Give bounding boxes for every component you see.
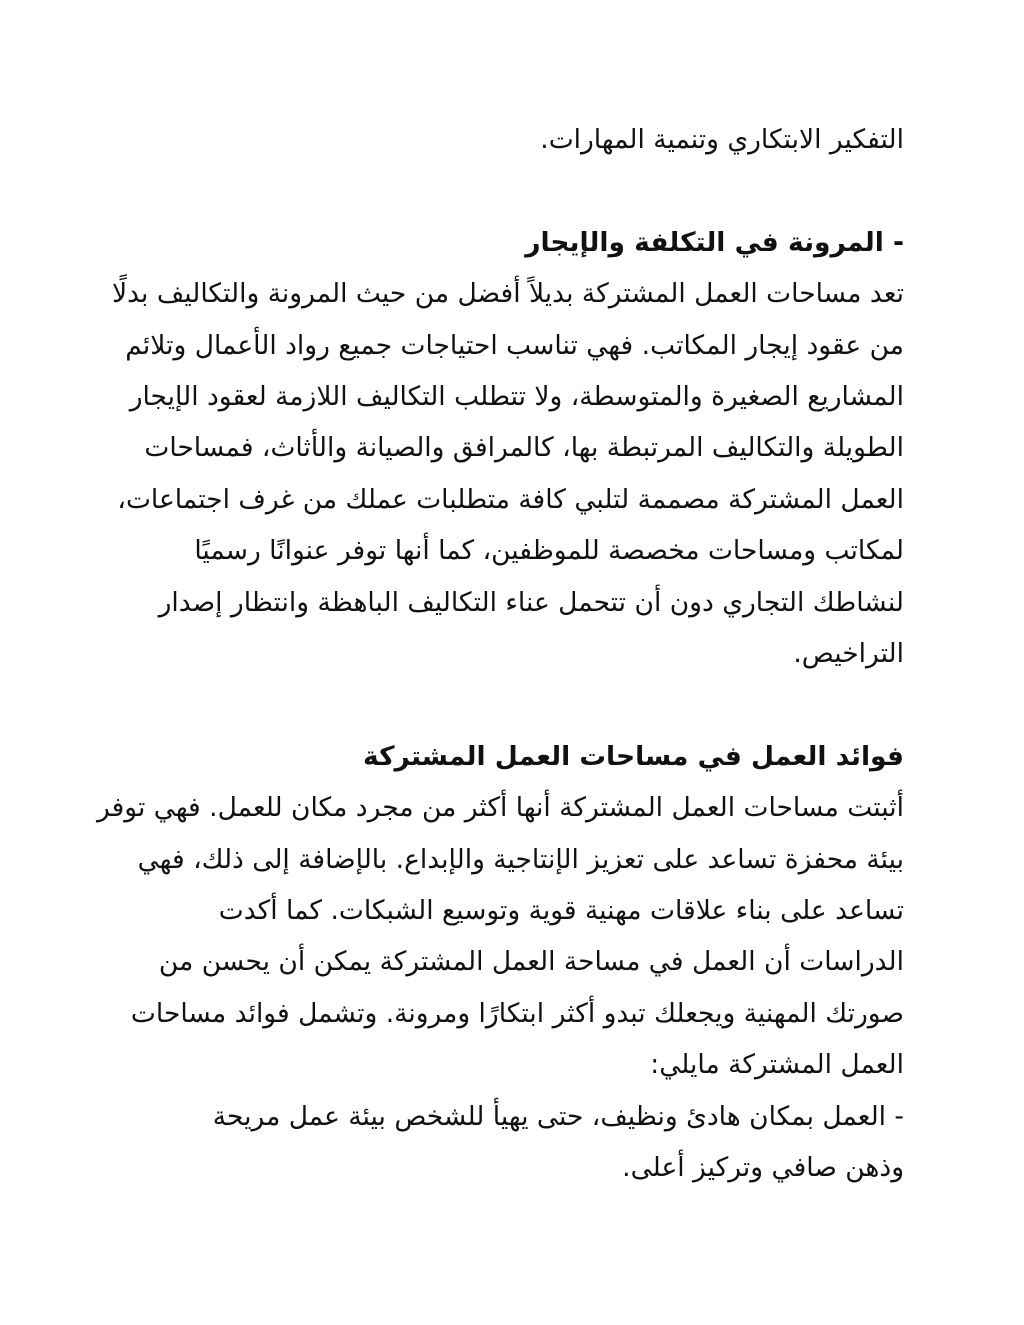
paragraph-spacer <box>120 679 904 730</box>
text-line: لمكاتب ومساحات مخصصة للموظفين، كما أنها توفر عنوانًا رسميًا <box>194 535 904 567</box>
text-line: التراخيص. <box>793 638 904 670</box>
text-line: التفكير الابتكاري وتنمية المهارات. <box>540 124 904 155</box>
text-line: المشاريع الصغيرة والمتوسطة، ولا تتطلب التكاليف اللازمة لعقود الإيجار <box>129 381 904 413</box>
paragraph-spacer <box>120 165 904 216</box>
text-line: الطويلة والتكاليف المرتبطة بها، كالمرافق والصيانة والأثاث، فمساحات <box>144 432 904 464</box>
text-line: تعد مساحات العمل المشتركة بديلاً أفضل من حيث المرونة والتكاليف بدلًا <box>112 278 904 310</box>
flexibility-section <box>112 217 904 680</box>
text-line: تساعد على بناء علاقات مهنية قوية وتوسيع الشبكات. كما أكدت <box>218 895 904 927</box>
text-line: أثبتت مساحات العمل المشتركة أنها أكثر من مجرد مكان للعمل. فهي توفر <box>96 792 904 824</box>
document-page <box>96 114 904 1194</box>
text-line: - العمل بمكان هادئ ونظيف، حتى يهيأ للشخص بيئة عمل مريحة <box>212 1100 904 1132</box>
text-line: صورتك المهنية ويجعلك تبدو أكثر ابتكارًا ومرونة. وتشمل فوائد مساحات <box>130 997 904 1029</box>
section-heading: - المرونة في التكلفة والإيجار <box>525 226 904 258</box>
text-line: الدراسات أن العمل في مساحة العمل المشتركة يمكن أن يحسن من <box>158 946 904 978</box>
intro-paragraph <box>120 114 904 165</box>
benefits-section <box>96 731 904 1194</box>
text-line: بيئة محفزة تساعد على تعزيز الإنتاجية والإبداع. بالإضافة إلى ذلك، فهي <box>137 843 904 875</box>
text-line: لنشاطك التجاري دون أن تتحمل عناء التكاليف الباهظة وانتظار إصدار <box>158 586 904 618</box>
text-line: من عقود إيجار المكاتب. فهي تناسب احتياجات جميع رواد الأعمال وتلائم <box>125 329 904 361</box>
text-line: العمل المشتركة مايلي: <box>650 1049 904 1081</box>
text-line: العمل المشتركة مصممة لتلبي كافة متطلبات عملك من غرف اجتماعات، <box>117 483 904 515</box>
section-heading: فوائد العمل في مساحات العمل المشتركة <box>363 740 904 772</box>
text-line: وذهن صافي وتركيز أعلى. <box>622 1152 904 1184</box>
